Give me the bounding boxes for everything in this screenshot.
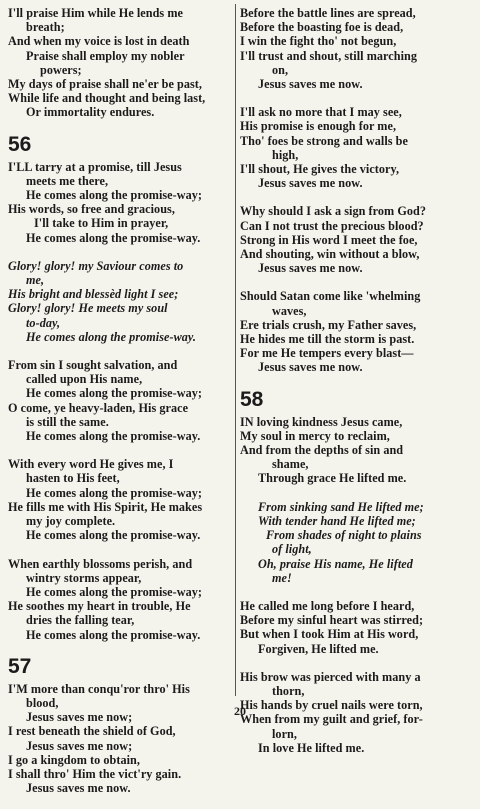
verse-line: IN loving kindness Jesus came, bbox=[240, 414, 403, 429]
verse-line: Jesus saves me now. bbox=[258, 360, 363, 375]
verse bbox=[240, 105, 462, 190]
verse-line: And from the depths of sin and bbox=[240, 443, 404, 458]
verse bbox=[8, 358, 232, 443]
verse-line: He comes along the promise-way; bbox=[26, 584, 202, 599]
verse-line: Why should I ask a sign from God? bbox=[240, 204, 426, 219]
verse bbox=[8, 682, 232, 796]
verse-line: Should Satan come like 'whelming bbox=[240, 289, 421, 304]
verse-line: And when my voice is lost in death bbox=[8, 34, 190, 49]
verse-line: is still the same. bbox=[26, 414, 109, 429]
verse-line: I'LL tarry at a promise, till Jesus bbox=[8, 159, 182, 174]
verse-line: thorn, bbox=[272, 683, 305, 698]
verse-line: shame, bbox=[272, 457, 309, 472]
verse-line: I shall thro' Him the vict'ry gain. bbox=[8, 766, 182, 781]
verse-line: He hides me till the storm is past. bbox=[240, 332, 415, 347]
verse-line: me! bbox=[272, 570, 292, 585]
verse-line: He comes along the promise-way; bbox=[26, 485, 202, 500]
verse-line: Or immortality endures. bbox=[26, 105, 155, 120]
verse-line: Ere trials crush, my Father saves, bbox=[240, 317, 417, 332]
verse-line: I'll shout, He gives the victory, bbox=[240, 162, 400, 177]
verse-line: With every word He gives me, I bbox=[8, 457, 174, 472]
verse-line: He called me long before I heard, bbox=[240, 598, 415, 613]
verse bbox=[240, 289, 462, 374]
verse-line: He comes along the promise-way. bbox=[26, 429, 201, 444]
verse-line: Praise shall employ my nobler bbox=[26, 48, 185, 63]
verse-line: His hands by cruel nails were torn, bbox=[240, 698, 423, 713]
column-divider bbox=[235, 4, 236, 696]
verse-line: Jesus saves me now. bbox=[258, 77, 363, 92]
verse-line: powers; bbox=[40, 62, 82, 77]
verse-line: I'll take to Him in prayer, bbox=[34, 216, 169, 231]
hymn-number: 56 bbox=[8, 132, 32, 156]
verse-line: wintry storms appear, bbox=[26, 570, 142, 585]
verse-line: to-day, bbox=[26, 315, 61, 330]
verse-line: on, bbox=[272, 62, 289, 77]
verse-line: For me He tempers every blast— bbox=[240, 346, 414, 361]
verse-line: From shades of night to plains bbox=[266, 528, 422, 543]
verse-line: meets me there, bbox=[26, 173, 109, 188]
verse-line: Jesus saves me now. bbox=[258, 176, 363, 191]
verse-line: lorn, bbox=[272, 726, 297, 741]
verse-line: Before the battle lines are spread, bbox=[240, 6, 416, 20]
verse-line: Jesus saves me now. bbox=[258, 261, 363, 276]
verse-line: Jesus saves me now. bbox=[26, 781, 131, 796]
verse-line: He comes along the promise-way. bbox=[26, 329, 197, 344]
verse-line: My days of praise shall ne'er be past, bbox=[8, 77, 202, 92]
verse bbox=[8, 160, 232, 245]
verse-line: Strong in His word I meet the foe, bbox=[240, 232, 418, 247]
hymn-number: 58 bbox=[240, 387, 264, 411]
verse-line: He comes along the promise-way. bbox=[26, 627, 201, 642]
verse-line: And shouting, win without a blow, bbox=[240, 247, 420, 262]
verse bbox=[8, 457, 232, 542]
verse-line: I go a kingdom to obtain, bbox=[8, 752, 140, 767]
verse bbox=[240, 6, 462, 91]
verse bbox=[240, 204, 462, 275]
left-column bbox=[8, 6, 232, 809]
verse-line: my joy complete. bbox=[26, 514, 116, 529]
chorus bbox=[240, 500, 462, 585]
verse-line: Tho' foes be strong and walls be bbox=[240, 133, 408, 148]
verse-line: Before my sinful heart was stirred; bbox=[240, 613, 424, 628]
verse-line: His brow was pierced with many a bbox=[240, 669, 421, 684]
verse-line: I'll ask no more that I may see, bbox=[240, 105, 402, 120]
verse-line: of light, bbox=[272, 542, 312, 557]
verse-line: His words, so free and gracious, bbox=[8, 202, 175, 217]
verse-line: I win the fight tho' not begun, bbox=[240, 34, 397, 49]
verse bbox=[240, 599, 462, 656]
verse-line: He comes along the promise-way; bbox=[26, 386, 202, 401]
verse-line: He comes along the promise-way; bbox=[26, 188, 202, 203]
verse-line: Forgiven, He lifted me. bbox=[258, 641, 379, 656]
verse-line: But when I took Him at His word, bbox=[240, 627, 419, 642]
verse-line: I'll trust and shout, still marching bbox=[240, 48, 417, 63]
page-number: 20 bbox=[234, 704, 246, 718]
verse-line: I'M more than conqu'ror thro' His bbox=[8, 681, 190, 696]
verse-line: When from my guilt and grief, for- bbox=[240, 712, 423, 727]
verse-line: He soothes my heart in trouble, He bbox=[8, 599, 191, 614]
verse-line: His promise is enough for me, bbox=[240, 119, 397, 134]
verse-line: O come, ye heavy-laden, His grace bbox=[8, 400, 189, 415]
verse-line: From sin I sought salvation, and bbox=[8, 358, 178, 373]
verse-line: From sinking sand He lifted me; bbox=[258, 499, 424, 514]
verse-line: He comes along the promise-way. bbox=[26, 528, 201, 543]
chorus bbox=[8, 259, 232, 344]
verse-line: Can I not trust the precious blood? bbox=[240, 218, 424, 233]
verse-line: I'll praise Him while He lends me bbox=[8, 6, 183, 20]
verse-line: While life and thought and being last, bbox=[8, 91, 206, 106]
verse-line: blood, bbox=[26, 695, 59, 710]
verse-line: Jesus saves me now; bbox=[26, 710, 133, 725]
verse bbox=[8, 6, 232, 120]
verse-line: When earthly blossoms perish, and bbox=[8, 556, 193, 571]
verse-line: high, bbox=[272, 147, 299, 162]
verse bbox=[8, 557, 232, 642]
verse-line: Through grace He lifted me. bbox=[258, 471, 407, 486]
verse-line: In love He lifted me. bbox=[258, 740, 365, 755]
verse-line: My soul in mercy to reclaim, bbox=[240, 428, 390, 443]
verse-line: Glory! glory! He meets my soul bbox=[8, 301, 168, 316]
verse-line: He fills me with His Spirit, He makes bbox=[8, 499, 203, 514]
verse-line: His bright and blessèd light I see; bbox=[8, 287, 179, 302]
hymn-number: 57 bbox=[8, 654, 32, 678]
verse-line: With tender hand He lifted me; bbox=[258, 513, 416, 528]
verse-line: hasten to His feet, bbox=[26, 471, 120, 486]
verse-line: breath; bbox=[26, 20, 65, 35]
verse-line: Oh, praise His name, He lifted bbox=[258, 556, 413, 571]
verse-line: waves, bbox=[272, 303, 307, 318]
verse-line: Before the boasting foe is dead, bbox=[240, 20, 404, 35]
verse-line: I rest beneath the shield of God, bbox=[8, 724, 176, 739]
verse-line: He comes along the promise-way. bbox=[26, 230, 201, 245]
verse-line: called upon His name, bbox=[26, 372, 143, 387]
verse-line: Jesus saves me now; bbox=[26, 738, 133, 753]
verse-line: dries the falling tear, bbox=[26, 613, 135, 628]
right-column bbox=[240, 6, 462, 769]
verse-line: Glory! glory! my Saviour comes to bbox=[8, 258, 184, 273]
verse-line: me, bbox=[26, 273, 45, 288]
verse bbox=[240, 415, 462, 486]
